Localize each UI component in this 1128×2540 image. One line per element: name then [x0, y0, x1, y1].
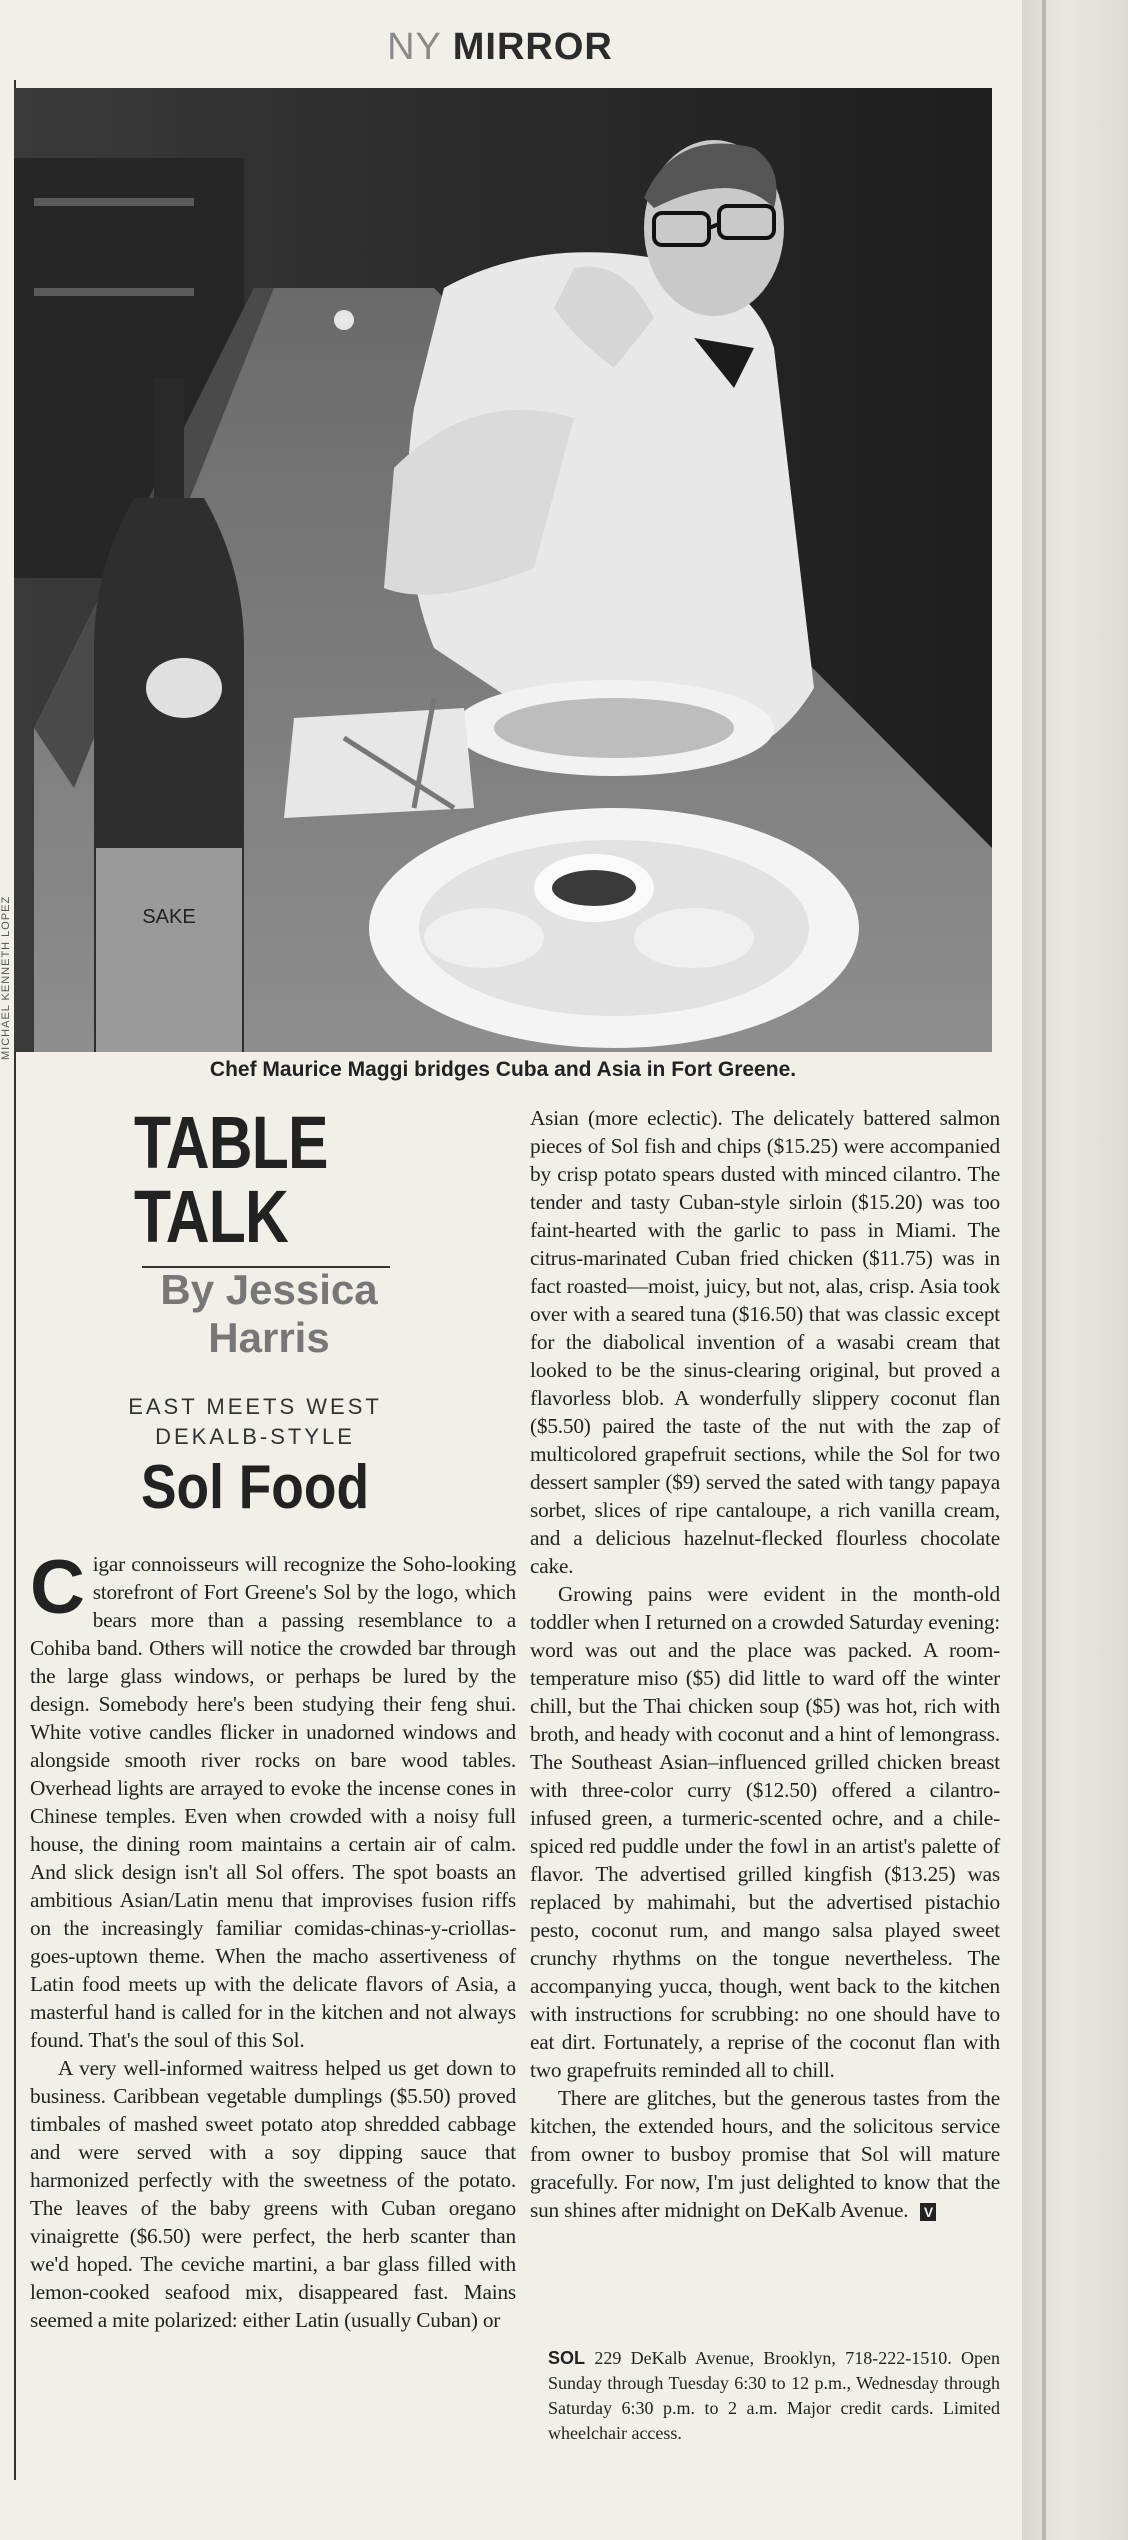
- article-column-left: [30, 1545, 516, 2334]
- kicker-line1: EAST MEETS WEST: [128, 1394, 382, 1419]
- restaurant-details: 229 DeKalb Avenue, Brooklyn, 718-222-1510. Open Sunday through Tuesday 6:30 to 12 p.m., Wednesday through Saturday 6:30 p.m. to 2 a.m. Major credit cards. Limited wheelchair access.: [548, 2348, 1000, 2443]
- byline-line1: By Jessica: [160, 1266, 378, 1313]
- article-paragraph-text: igar connoisseurs will recognize the Soho-looking storefront of Fort Greene's Sol by the logo, which bears more than a passing resemblance to a Cohiba band. Others will notice the crowded bar through the large glass windows, or perhaps be lured by the design. Somebody here's been studying their feng shui. White votive candles flicker in unadorned windows and alongside smooth river rocks on bare wood tables. Overhead lights are arrayed to evoke the incense cones in Chinese temples. Even when crowded with a noisy full house, the dining room maintains a certain air of calm. And slick design isn't all Sol offers. The spot boasts an ambitious Asian/Latin menu that improvises fusion riffs on the increasingly familiar comidas-chinas-y-criollas-goes-uptown theme. When the macho assertiveness of Latin food meets up with the delicate flavors of Asia, a masterful hand is called for in the kitchen and not always found. That's the soul of this Sol.: [30, 1552, 516, 2052]
- byline: [144, 1266, 394, 1362]
- running-head: [0, 26, 1000, 69]
- chef-photo-illustration: [14, 88, 992, 1052]
- article-paragraph: Asian (more eclectic). The delicately battered salmon pieces of Sol fish and chips ($15.25) were accompanied by crisp potato spears dusted with minced cilantro. The tender and tasty Cuban-style sirloin ($15.20) was too faint-hearted with the garlic to pass in Miami. The citrus-marinated Cuban fried chicken ($11.75) was in fact roasted—moist, juicy, but not, alas, crisp. Asia took over with a seared tuna ($16.50) that was classic except for the diabolical invention of a wasabi cream that looked to be the sinus-clearing original, but proved a flavorless blob. A wonderfully slippery coconut flan ($5.50) paired the taste of the nut with the zap of multicolored grapefruit sections, while the Sol for two dessert sampler ($9) served the sated with tangy papaya sorbet, slices of ripe cantaloupe, a rich vanilla cream, and a delicious hazelnut-flecked flourless chocolate cake.: [530, 1106, 1000, 1578]
- headline: Sol Food: [140, 1453, 370, 1522]
- column-title-line1: TABLE: [134, 1101, 328, 1184]
- article-paragraph: [30, 1545, 516, 2054]
- byline-line2: Harris: [208, 1314, 330, 1361]
- adjacent-page-edge: [1022, 0, 1128, 2540]
- article-paragraph: [530, 2084, 1000, 2224]
- article-paragraph: A very well-informed waitress helped us get down to business. Caribbean vegetable dumplings ($5.50) proved timbales of mashed sweet potato atop shredded cabbage and were served with a soy dipping sauce that harmonized perfectly with the sweetness of the potato. The leaves of the baby greens with Cuban oregano vinaigrette ($6.50) were perfect, the herb scanter than we'd hoped. The ceviche martini, a bar glass filled with lemon-cooked seafood mix, disappeared fast. Mains seemed a mite polarized: either Latin (usually Cuban) or: [30, 2056, 516, 2332]
- photo-credit: MICHAEL KENNETH LOPEZ: [0, 895, 12, 1060]
- article-paragraph: Growing pains were evident in the month-old toddler when I returned on a crowded Saturday evening: word was out and the place was packed. A room-temperature miso ($5) did little to ward off the winter chill, but the Thai chicken soup ($5) was hot, rich with broth, and heady with coconut and a hint of lemongrass. The Southeast Asian–influenced grilled chicken breast with three-color curry ($12.50) offered a cilantro-infused green, a turmeric-scented ochre, and a chile-spiced red puddle under the fowl in an artist's palette of flavor. The advertised grilled kingfish ($13.25) was replaced by mahimahi, but the advertised pistachio pesto, coconut rum, and mango salsa played sweet crunchy rhythms on the tongue nevertheless. The accompanying yucca, though, went back to the kitchen with instructions for scrubbing: no one should have to eat dirt. Fortunately, a reprise of the coconut flan with two grapefruits reminded all to chill.: [530, 1582, 1000, 2082]
- chef-photo: [14, 88, 992, 1052]
- end-mark: V: [920, 2203, 936, 2221]
- photo-caption: Chef Maurice Maggi bridges Cuba and Asia in Fort Greene.: [209, 1058, 797, 1081]
- article-paragraph-text: There are glitches, but the generous tastes from the kitchen, the extended hours, and the solicitous service from owner to busboy promise that Sol will mature gracefully. For now, I'm just delighted to know that the sun shines after midnight on DeKalb Avenue.: [530, 2086, 1000, 2222]
- drop-cap: C: [30, 1545, 85, 1630]
- column-title-line2: TALK: [134, 1175, 288, 1258]
- restaurant-name: SOL: [548, 2348, 586, 2368]
- kicker-line2: DEKALB-STYLE: [155, 1424, 355, 1449]
- running-head-mirror: MIRROR: [452, 26, 613, 68]
- running-head-ny: NY: [387, 26, 442, 68]
- article-column-right: [530, 1104, 1000, 2224]
- restaurant-info: [548, 2346, 1000, 2446]
- kicker: [40, 1392, 470, 1452]
- page-fold-line: [1042, 0, 1046, 2540]
- bottle-label: SAKE: [142, 906, 196, 928]
- column-title: [134, 1101, 355, 1258]
